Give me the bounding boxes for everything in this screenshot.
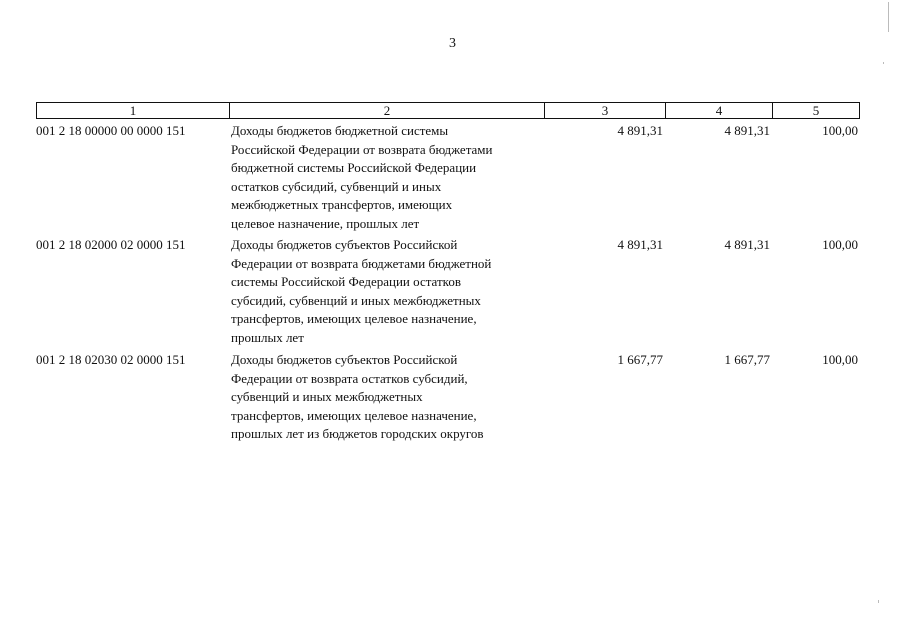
table-header-col-5: 5 [812, 103, 820, 118]
table-header-col-1: 1 [37, 103, 230, 118]
income-description: Доходы бюджетов субъектов Российской Федерации от возврата бюджетами бюджетной системы Российской Федерации остатков субсидий, субвенций и иных межбюджетных трансфертов, имеющих целевое назначение, прошлых лет [231, 237, 492, 345]
percent-col-5: 100,00 [822, 352, 858, 367]
scan-margin-mark [883, 62, 884, 64]
value-col-4: 1 667,77 [724, 352, 770, 367]
scan-margin-mark [888, 2, 889, 32]
value-col-4: 4 891,31 [724, 237, 770, 252]
table-header-col-2: 2 [230, 103, 545, 118]
value-col-3: 1 667,77 [617, 352, 663, 367]
income-description: Доходы бюджетов бюджетной системы Российской Федерации от возврата бюджетами бюджетной системы Российской Федерации остатков субсидий, субвенций и иных межбюджетных трансфертов, имеющих целевое назначение, прошлых лет [231, 123, 493, 231]
scan-margin-mark [878, 600, 879, 603]
value-col-4: 4 891,31 [724, 123, 770, 138]
percent-col-5: 100,00 [822, 123, 858, 138]
budget-code: 001 2 18 02030 02 0000 151 [36, 352, 186, 367]
percent-col-5: 100,00 [822, 237, 858, 252]
table-header-col-3: 3 [545, 103, 666, 118]
budget-code: 001 2 18 00000 00 0000 151 [36, 123, 186, 138]
income-description: Доходы бюджетов субъектов Российской Федерации от возврата остатков субсидий, субвенций и иных межбюджетных трансфертов, имеющих целевое назначение, прошлых лет из бюджетов городских округов [231, 352, 484, 441]
page-number: 3 [449, 36, 456, 51]
table-header-col-4: 4 [666, 103, 773, 118]
budget-code: 001 2 18 02000 02 0000 151 [36, 237, 186, 252]
value-col-3: 4 891,31 [617, 123, 663, 138]
value-col-3: 4 891,31 [617, 237, 663, 252]
table-header-row [36, 102, 860, 119]
